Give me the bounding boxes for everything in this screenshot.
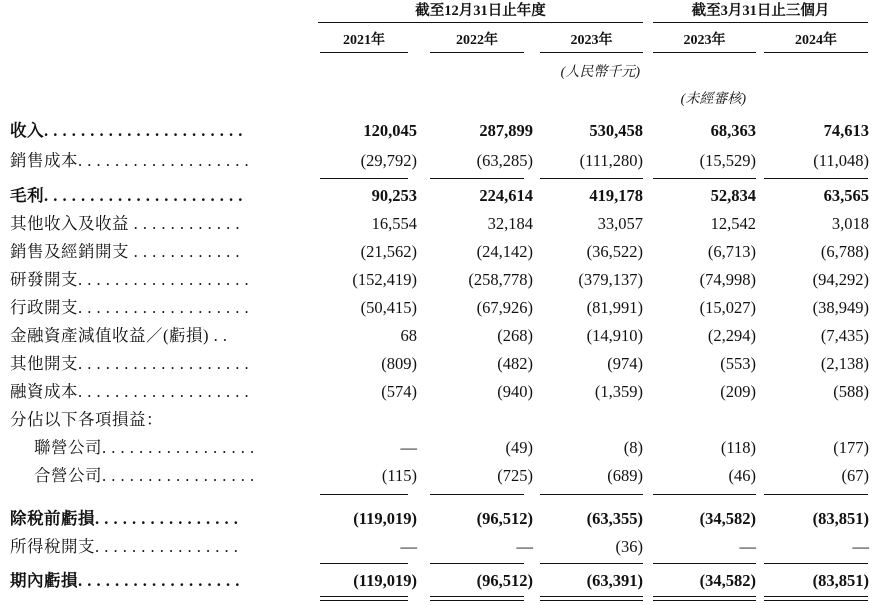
- row-income-tax: [10, 534, 870, 560]
- cell: (49): [505, 438, 533, 457]
- cell: (15,529): [699, 151, 756, 170]
- cell: (96,512): [476, 571, 533, 590]
- cell: (152,419): [352, 270, 417, 289]
- cell: 12,542: [710, 214, 756, 233]
- row-joint-ventures: [10, 463, 870, 489]
- row-label: 期內虧損. . . . . . . . . . . . . . . . . .: [10, 571, 240, 590]
- cell: (268): [497, 326, 533, 345]
- subtotal-rule: [320, 178, 408, 179]
- cell: (63,285): [476, 151, 533, 170]
- cell: (83,851): [812, 509, 869, 528]
- row-impairment: [10, 323, 870, 349]
- cell: 52,834: [710, 186, 756, 205]
- cell: —: [516, 537, 533, 556]
- cell: —: [739, 537, 756, 556]
- subtotal-rule: [320, 563, 408, 564]
- row-label: 聯營公司. . . . . . . . . . . . . . . . .: [34, 438, 255, 457]
- cell: (81,991): [586, 298, 643, 317]
- subtotal-rule: [764, 563, 868, 564]
- row-gross-profit: [10, 183, 870, 209]
- cell: —: [400, 438, 417, 457]
- cell: (34,582): [699, 571, 756, 590]
- row-label: 銷售及經銷開支 . . . . . . . . . . . .: [10, 242, 240, 261]
- row-admin-expenses: [10, 295, 870, 321]
- cell: (974): [607, 354, 643, 373]
- cell: (115): [381, 466, 417, 485]
- cell: (24,142): [476, 242, 533, 261]
- cell: 68: [400, 326, 417, 345]
- row-label: 收入. . . . . . . . . . . . . . . . . . . . . .: [10, 121, 243, 140]
- cell: 33,057: [597, 214, 643, 233]
- row-label: 銷售成本. . . . . . . . . . . . . . . . . . .: [10, 151, 250, 170]
- subtotal-rule: [653, 563, 756, 564]
- cell: (2,294): [707, 326, 756, 345]
- cell: (482): [497, 354, 533, 373]
- row-label: 其他開支. . . . . . . . . . . . . . . . . . .: [10, 354, 250, 373]
- cell: 224,614: [479, 186, 533, 205]
- cell: 530,458: [589, 121, 643, 140]
- cell: (118): [720, 438, 756, 457]
- row-label: 毛利. . . . . . . . . . . . . . . . . . . . . .: [10, 186, 243, 205]
- row-loss-for-period: [10, 568, 870, 594]
- cell: (34,582): [699, 509, 756, 528]
- year-2023-q1: 2023年: [653, 32, 756, 53]
- year-2024-q1: 2024年: [764, 32, 868, 53]
- cell: —: [852, 537, 869, 556]
- subtotal-rule: [764, 494, 868, 495]
- cell: (67,926): [476, 298, 533, 317]
- cell: 32,184: [487, 214, 533, 233]
- cell: (940): [497, 382, 533, 401]
- total-double-rule: [320, 596, 408, 601]
- cell: (29,792): [360, 151, 417, 170]
- cell: (38,949): [812, 298, 869, 317]
- subtotal-rule: [430, 178, 524, 179]
- total-double-rule: [653, 596, 756, 601]
- subtotal-rule: [540, 178, 643, 179]
- cell: (36,522): [586, 242, 643, 261]
- subtotal-rule: [430, 494, 524, 495]
- cell: (7,435): [820, 326, 869, 345]
- cell: (588): [833, 382, 869, 401]
- cell: 120,045: [363, 121, 417, 140]
- cell: (96,512): [476, 509, 533, 528]
- header-annual-group: 截至12月31日止年度: [318, 2, 643, 23]
- cell: (11,048): [813, 151, 869, 170]
- row-associates: [10, 435, 870, 461]
- cell: 3,018: [831, 214, 869, 233]
- subtotal-rule: [540, 563, 643, 564]
- row-label: 行政開支. . . . . . . . . . . . . . . . . . .: [10, 298, 250, 317]
- cell: (74,998): [699, 270, 756, 289]
- year-2023: 2023年: [540, 32, 643, 53]
- cell: (553): [720, 354, 756, 373]
- row-revenue: [10, 118, 870, 144]
- audit-note: (未經審核): [680, 92, 746, 107]
- cell: 16,554: [371, 214, 417, 233]
- cell: (209): [720, 382, 756, 401]
- row-cost-of-sales: [10, 148, 870, 174]
- cell: (63,391): [586, 571, 643, 590]
- cell: (21,562): [360, 242, 417, 261]
- cell: (14,910): [586, 326, 643, 345]
- cell: (46): [728, 466, 756, 485]
- year-2022: 2022年: [430, 32, 524, 53]
- row-selling-expenses: [10, 239, 870, 265]
- cell: (50,415): [360, 298, 417, 317]
- subtotal-rule: [540, 494, 643, 495]
- year-2021: 2021年: [320, 32, 408, 53]
- subtotal-rule: [653, 494, 756, 495]
- cell: (119,019): [353, 509, 417, 528]
- cell: (6,788): [820, 242, 869, 261]
- row-other-income: [10, 211, 870, 237]
- cell: (36): [615, 537, 643, 556]
- cell: (6,713): [707, 242, 756, 261]
- row-label: 金融資產減值收益／(虧損) . .: [10, 326, 228, 345]
- cell: 287,899: [479, 121, 533, 140]
- cell: 63,565: [823, 186, 869, 205]
- cell: (119,019): [353, 571, 417, 590]
- cell: (83,851): [812, 571, 869, 590]
- subtotal-rule: [653, 178, 756, 179]
- row-label: 分佔以下各項損益：: [10, 410, 163, 429]
- cell: (8): [623, 438, 643, 457]
- cell: (809): [381, 354, 417, 373]
- cell: (15,027): [699, 298, 756, 317]
- row-label: 其他收入及收益 . . . . . . . . . . . .: [10, 214, 240, 233]
- row-label: 除稅前虧損. . . . . . . . . . . . . . . .: [10, 509, 239, 528]
- cell: 419,178: [589, 186, 643, 205]
- cell: (67): [841, 466, 869, 485]
- header-quarter-group: 截至3月31日止三個月: [653, 2, 868, 23]
- cell: 68,363: [710, 121, 756, 140]
- row-rnd-expenses: [10, 267, 870, 293]
- cell: 74,613: [823, 121, 869, 140]
- cell: (177): [833, 438, 869, 457]
- row-label: 合營公司. . . . . . . . . . . . . . . . .: [34, 466, 255, 485]
- cell: (574): [381, 382, 417, 401]
- cell: (2,138): [820, 354, 869, 373]
- cell: —: [400, 537, 417, 556]
- cell: (1,359): [594, 382, 643, 401]
- row-label: 融資成本. . . . . . . . . . . . . . . . . . .: [10, 382, 250, 401]
- total-double-rule: [430, 596, 524, 601]
- total-double-rule: [764, 596, 868, 601]
- cell: (258,778): [468, 270, 533, 289]
- row-other-expenses: [10, 351, 870, 377]
- row-label: 所得稅開支. . . . . . . . . . . . . . . .: [10, 537, 239, 556]
- subtotal-rule: [764, 178, 868, 179]
- row-label: 研發開支. . . . . . . . . . . . . . . . . . .: [10, 270, 250, 289]
- cell: (379,137): [578, 270, 643, 289]
- total-double-rule: [540, 596, 643, 601]
- cell: (725): [497, 466, 533, 485]
- cell: (63,355): [586, 509, 643, 528]
- subtotal-rule: [320, 494, 408, 495]
- cell: (94,292): [812, 270, 869, 289]
- row-loss-before-tax: [10, 506, 870, 532]
- cell: 90,253: [371, 186, 417, 205]
- currency-note: (人民幣千元): [560, 65, 640, 80]
- cell: (689): [607, 466, 643, 485]
- row-share-of-profits: [10, 407, 870, 433]
- row-finance-costs: [10, 379, 870, 405]
- cell: (111,280): [579, 151, 643, 170]
- subtotal-rule: [430, 563, 524, 564]
